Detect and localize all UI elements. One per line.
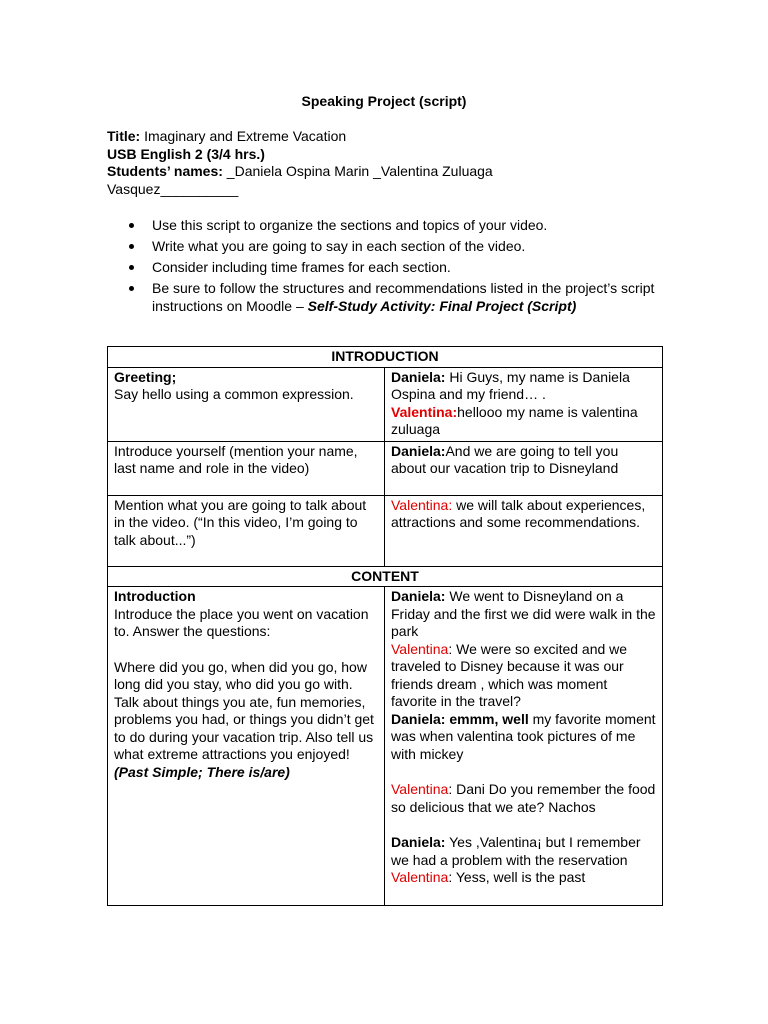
students-value: _Daniela Ospina Marin _Valentina Zuluaga	[222, 163, 493, 179]
mention-valentina-line	[391, 497, 656, 532]
table-row	[108, 566, 663, 587]
list-item	[107, 237, 667, 255]
list-item-emphasis: Self-Study Activity: Final Project (Script)	[307, 298, 577, 314]
greeting-prompt: Say hello using a common expression.	[114, 386, 354, 402]
content-prompt-2-emphasis: (Past Simple; There is/are)	[114, 763, 290, 780]
content-daniela-line-1	[391, 588, 656, 641]
list-item-text: Be sure to follow the structures and recommendations listed in the project’s script instructions on Moodle –	[152, 280, 655, 314]
speaker-name: Valentina	[391, 781, 449, 797]
script-table	[107, 346, 663, 906]
speaker-text: And we are going to tell you about our vacation trip to Disneyland	[391, 442, 619, 476]
content-prompt-1: Introduce the place you went on vacation to. Answer the questions:	[114, 605, 369, 639]
instructions-list	[107, 216, 667, 318]
content-prompt-2-text: Where did you go, when did you go, how long did you stay, who did you go with. Talk about things you ate, fun memories, problems you had, or things you didn’t get to do during your vacation trip. Also tell us what extreme attractions you enjoyed!	[114, 658, 374, 762]
students-continued: Vasquez__________	[107, 180, 239, 197]
project-meta	[107, 128, 667, 198]
title-label: Title:	[107, 128, 141, 144]
content-daniela-line-3	[391, 834, 656, 869]
greeting-prompt-cell	[108, 367, 385, 441]
students-line	[107, 163, 667, 181]
title-value: Imaginary and Extreme Vacation	[140, 128, 347, 144]
bullet-icon	[129, 223, 134, 228]
speaker-text: We went to Disneyland on a Friday and the first we did were walk in the park	[391, 588, 656, 639]
content-header: CONTENT	[108, 566, 663, 587]
speaker-name: Valentina:	[391, 403, 458, 420]
content-valentina-line-3	[391, 869, 656, 887]
speaker-name: Daniela:	[391, 442, 446, 459]
spacer	[391, 763, 656, 781]
speaker-text: : We were so excited and we traveled to Disney because it was our friends dream , which was moment favorite in the travel?	[391, 640, 628, 709]
content-answer-cell	[385, 587, 663, 906]
list-item-text: Write what you are going to say in each section of the video.	[152, 238, 526, 254]
list-item	[107, 279, 667, 315]
speaker-text: Hi Guys, my name is Daniela Ospina and my friend… .	[391, 368, 630, 402]
speaker-text: : Yess, well is the past	[448, 869, 586, 885]
table-row	[108, 587, 663, 906]
students-label: Students’ names:	[107, 163, 223, 179]
speaker-text: hellooo my name is valentina zuluaga	[391, 403, 638, 437]
speaker-text: my favorite moment was when valentina took pictures of me with mickey	[391, 710, 656, 762]
speaker-name: Valentina	[391, 869, 449, 885]
list-item-text: Consider including time frames for each section.	[152, 259, 451, 275]
content-valentina-line-2	[391, 781, 656, 816]
bullet-icon	[129, 244, 134, 249]
list-item-text: Use this script to organize the sections and topics of your video.	[152, 217, 548, 233]
greeting-daniela-line	[391, 369, 656, 404]
list-item	[107, 216, 667, 234]
page-title: Speaking Project (script)	[301, 93, 467, 109]
introduce-daniela-line	[391, 443, 656, 478]
speaker-name: Valentina	[391, 640, 449, 657]
title-line	[107, 128, 667, 146]
greeting-valentina-line	[391, 404, 656, 439]
greeting-answer-cell	[385, 367, 663, 441]
table-row	[108, 441, 663, 495]
list-item	[107, 258, 667, 276]
speaker-name: Daniela:	[391, 834, 446, 850]
table-row	[108, 495, 663, 566]
content-valentina-line-1	[391, 641, 656, 711]
speaker-text: we will talk about experiences, attractions and some recommendations.	[391, 496, 646, 530]
content-prompt-cell	[108, 587, 385, 906]
table-row	[108, 367, 663, 441]
mention-answer-cell	[385, 495, 663, 566]
speaker-name: Valentina:	[391, 496, 453, 513]
introduce-prompt: Introduce yourself (mention your name, last name and role in the video)	[114, 442, 358, 476]
content-prompt-2	[114, 659, 378, 782]
speaker-name: Daniela:	[391, 588, 446, 604]
spacer	[114, 641, 378, 659]
introduce-answer-cell	[385, 441, 663, 495]
mention-prompt: Mention what you are going to talk about in the video. (“In this video, I’m going to talk about...”)	[114, 496, 367, 548]
course-line: USB English 2 (3/4 hrs.)	[107, 145, 265, 162]
bullet-icon	[129, 286, 134, 291]
greeting-label: Greeting;	[114, 368, 177, 385]
spacer	[391, 816, 656, 834]
mention-prompt-cell	[108, 495, 385, 566]
speaker-name: Daniela:	[391, 368, 446, 385]
speaker-name: Daniela: emmm, well	[391, 710, 529, 727]
introduce-prompt-cell	[108, 441, 385, 495]
speaker-text: Yes ,Valentina¡ but I remember we had a problem with the reservation	[391, 834, 641, 868]
table-row	[108, 347, 663, 368]
speaker-text: : Dani Do you remember the food so delicious that we ate? Nachos	[391, 781, 656, 815]
content-daniela-line-2	[391, 711, 656, 764]
content-label: Introduction	[114, 588, 196, 604]
introduction-header: INTRODUCTION	[108, 347, 663, 368]
bullet-icon	[129, 265, 134, 270]
